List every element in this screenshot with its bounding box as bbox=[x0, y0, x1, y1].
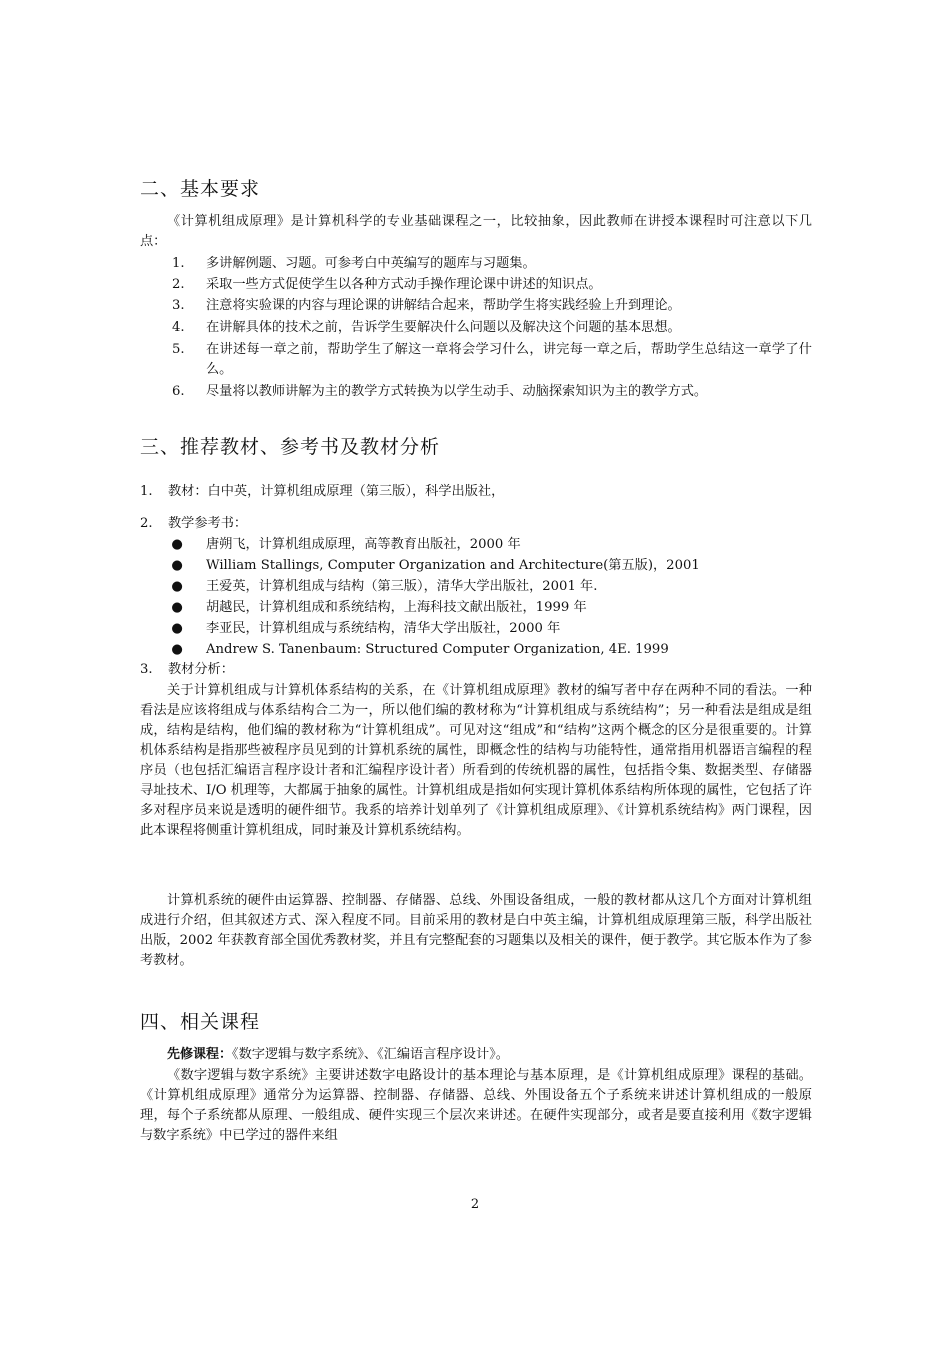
reference-text: 唐朔飞，计算机组成原理，高等教育出版社，2000 年 bbox=[206, 537, 521, 552]
bullet-icon: ● bbox=[171, 642, 183, 657]
item-number: 2. bbox=[140, 516, 153, 531]
requirements-intro: 《计算机组成原理》是计算机科学的专业基础课程之一，比较抽象，因此教师在讲授本课程时可注意以下几点： bbox=[140, 214, 812, 249]
item-number: 3. bbox=[172, 298, 185, 313]
reference-text: 胡越民，计算机组成和系统结构，上海科技文献出版社，1999 年 bbox=[206, 600, 587, 615]
requirement-item bbox=[140, 275, 812, 295]
reference-book bbox=[140, 577, 812, 597]
item-text: 在讲解具体的技术之前，告诉学生要解决什么问题以及解决这个问题的基本思想。 bbox=[206, 320, 681, 335]
reference-text: William Stallings, Computer Organization and Architecture(第五版)，2001 bbox=[206, 558, 700, 573]
prerequisite-courses: 《数字逻辑与数字系统》、《汇编语言程序设计》。 bbox=[232, 1047, 509, 1062]
section-heading-related-courses: 四、相关课程 bbox=[140, 1011, 261, 1033]
analysis-paragraph-1: 关于计算机组成与计算机体系结构的关系，在《计算机组成原理》教材的编写者中存在两种不同的看法。一种看法是应该将组成与体系结构合二为一，所以他们编的教材称为“计算机组成与系统结构”；另一种看法是组成是组成，结构是结构，他们编的教材称为“计算机组成”。可见对这“组成”和“结构”这两个概念的区分是很重要的。计算机体系结构是指那些被程序员见到的计算机系统的属性，即概念性的结构与功能特性，通常指用机器语言编程的程序员（也包括汇编语言程序设计者和汇编程序设计者）所看到的传统机器的属性，包括指令集、数据类型、存储器寻址技术、I/O 机理等，大都属于抽象的属性。计算机组成是指如何实现计算机体系结构所体现的属性，它包括了许多对程序员来说是透明的硬件细节。我系的培养计划单列了《计算机组成原理》、《计算机系统结构》两门课程，因此本课程将侧重计算机组成，同时兼及计算机系统结构。 bbox=[140, 683, 812, 838]
item-number: 2. bbox=[172, 277, 185, 292]
item-number: 5. bbox=[172, 342, 185, 357]
reference-books-item bbox=[140, 514, 247, 534]
item-text: 在讲述每一章之前，帮助学生了解这一章将会学习什么，讲完每一章之后，帮助学生总结这一章学了什么。 bbox=[206, 342, 812, 377]
requirement-item bbox=[140, 318, 812, 338]
reference-book bbox=[140, 535, 812, 555]
textbook-item bbox=[140, 482, 504, 502]
requirement-item bbox=[140, 340, 812, 380]
reference-text: 李亚民，计算机组成与系统结构，清华大学出版社，2000 年 bbox=[206, 621, 561, 636]
item-text: 尽量将以教师讲解为主的教学方式转换为以学生动手、动脑探索知识为主的教学方式。 bbox=[206, 384, 708, 399]
bullet-icon: ● bbox=[171, 579, 183, 594]
bullet-icon: ● bbox=[171, 621, 183, 636]
related-courses-paragraph: 《数字逻辑与数字系统》主要讲述数字电路设计的基本理论与基本原理，是《计算机组成原理》课程的基础。《计算机组成原理》通常分为运算器、控制器、存储器、总线、外围设备五个子系统来讲述计算机组成的一般原理，每个子系统都从原理、一般组成、硬件实现三个层次来讲述。在硬件实现部分，或者是要直接利用《数字逻辑与数字系统》中已学过的器件来组 bbox=[140, 1068, 812, 1143]
prerequisite-line bbox=[140, 1045, 812, 1065]
item-text: 教学参考书： bbox=[168, 516, 248, 531]
item-number: 1. bbox=[140, 484, 153, 499]
item-number: 4. bbox=[172, 320, 185, 335]
item-text: 教材分析： bbox=[168, 662, 234, 677]
item-text: 注意将实验课的内容与理论课的讲解结合起来，帮助学生将实践经验上升到理论。 bbox=[206, 298, 681, 313]
prerequisite-label: 先修课程： bbox=[167, 1047, 233, 1062]
requirement-item bbox=[140, 254, 812, 274]
item-number: 1. bbox=[172, 256, 185, 271]
requirement-item bbox=[140, 296, 812, 316]
requirement-item bbox=[140, 382, 812, 402]
item-text: 多讲解例题、习题。可参考白中英编写的题库与习题集。 bbox=[206, 256, 536, 271]
bullet-icon: ● bbox=[171, 600, 183, 615]
reference-book bbox=[140, 598, 812, 618]
reference-book bbox=[140, 619, 812, 639]
reference-book bbox=[140, 556, 812, 576]
item-text: 采取一些方式促使学生以各种方式动手操作理论课中讲述的知识点。 bbox=[206, 277, 602, 292]
page-number: 2 bbox=[470, 1197, 480, 1212]
item-number: 3. bbox=[140, 662, 153, 677]
bullet-icon: ● bbox=[171, 558, 183, 573]
textbook-analysis-item bbox=[140, 660, 234, 680]
reference-book bbox=[140, 640, 812, 660]
item-number: 6. bbox=[172, 384, 185, 399]
section-heading-textbooks: 三、推荐教材、参考书及教材分析 bbox=[140, 436, 441, 458]
reference-text: Andrew S. Tanenbaum: Structured Computer Organization, 4E. 1999 bbox=[206, 642, 669, 657]
section-heading-requirements: 二、基本要求 bbox=[140, 178, 261, 200]
reference-text: 王爱英，计算机组成与结构（第三版），清华大学出版社，2001 年. bbox=[206, 579, 598, 594]
bullet-icon: ● bbox=[171, 537, 183, 552]
analysis-paragraph-2: 计算机系统的硬件由运算器、控制器、存储器、总线、外围设备组成，一般的教材都从这几个方面对计算机组成进行介绍，但其叙述方式、深入程度不同。目前采用的教材是白中英主编，计算机组成原理第三版，科学出版社出版，2002 年获教育部全国优秀教材奖，并且有完整配套的习题集以及相关的课件，便于教学。其它版本作为了参考教材。 bbox=[140, 893, 812, 968]
item-text: 教材：白中英，计算机组成原理（第三版），科学出版社， bbox=[168, 484, 505, 499]
